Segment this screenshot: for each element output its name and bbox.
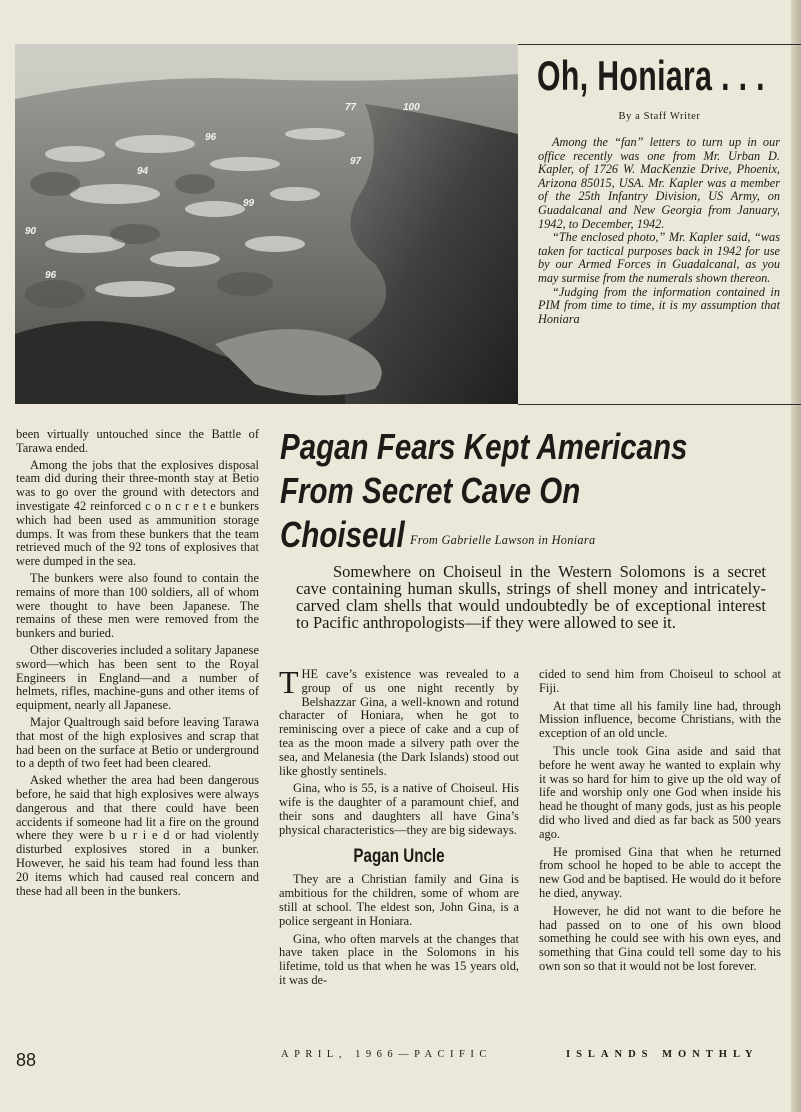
photo-label: 90 [25, 226, 37, 237]
left-column [16, 428, 259, 901]
byline: By a Staff Writer [618, 111, 701, 122]
paragraph: Gina, who often marvels at the changes that have taken place in the Solomons in his lifetime, told us that when he was 15 years old, it was de- [279, 931, 519, 987]
paragraph: The bunkers were also found to contain the remains of more than 100 soldiers, all of whom were thought to have been Japanese. The remains of these men were removed from the bunkers and buried. [16, 570, 259, 641]
paragraph: Major Qualtrough said before leaving Tarawa that most of the high explosives and scrap that had been on the surface at Betio or underground to a depth of two feet had been cleared. [16, 714, 259, 771]
headline-line: From Secret Cave On Choiseul [280, 470, 581, 555]
photo-label: 100 [403, 102, 420, 113]
paragraph: They are a Christian family and Gina is ambitious for the children, some of whom are still at school. The eldest son, John Gina, is a police sergeant in Honiara. [279, 872, 519, 928]
paragraph: He promised Gina that when he returned from school he hoped to be able to accept the new God and be baptised. He would do it before he died, anyway. [539, 844, 781, 900]
subheading: Pagan Uncle [353, 845, 445, 867]
paragraph: Among the jobs that the explosives disposal team did during their three-month stay at Betio was to go over the ground with detectors and investigate 42 reinforced c o n c r e t e bunkers which had been used as ammunition storage dumps. It was from these bunkers that the team retrieved much of the 92 tons of explosives that were dumped in the sea. [16, 457, 259, 569]
paragraph: Other discoveries included a solitary Japanese sword—which has been sent to the Royal Engineers in England—and a number of helmets, rifles, machine-guns and other items of equipment, nearly all Japanese. [16, 642, 259, 713]
headline-line: Pagan Fears Kept Americans [280, 426, 688, 467]
paragraph-text: HE cave’s existence was revealed to a group of us one night recently by Belshazzar Gina, a well-known and rotund character of Honiara, when he got to reminiscing over a piece of cake and a cup of tea as the moon made a silvery path over the sea, and Melanesia (the Dark Islands) stood out like ghostly sentinels. [279, 667, 519, 778]
body-column-2 [279, 664, 519, 992]
photo-label: 97 [350, 156, 362, 167]
photo-label: 96 [45, 270, 57, 281]
photo-label: 96 [205, 132, 217, 143]
paragraph: Among the “fan” letters to turn up in our office recently was one from Mr. Urban D. Kapler, of 1726 W. MacKenzie Drive, Phoenix, Arizona 85015, USA. Mr. Kapler was a member of the 25th Infantry Division, US Army, on Guadalcanal and New Georgia from January, 1942, to December, 1942. [538, 135, 780, 231]
paragraph: “Judging from the information contained in PIM from time to time, it is my assumption that Honiara [538, 284, 780, 326]
page-edge [791, 0, 801, 1112]
top-article-body [538, 136, 780, 326]
paragraph: However, he did not want to die before he had passed on to one of his own blood something he could see with his own eyes, and something that Gina could tell some day to his own son so that it would not be lost forever. [539, 903, 781, 973]
paragraph: Asked whether the area had been dangerous before, he said that high explosives were always dangerous and that there could have been accidents if someone had lit a fire on the ground where they were b u r i e d or had violently disturbed explosives stored in a bunker. However, he said his team had found less than 20 items which had caused real concern and these had all been in the bunkers. [16, 773, 259, 898]
photo-label: 77 [345, 102, 357, 113]
deck-paragraph: Somewhere on Choiseul in the Western Solomons is a secret cave containing human skulls, strings of shell money and intricately-carved clam shells that would undoubtedly be of exceptional interest to Pacific anthropologists—if they were allowed to see it. [296, 562, 766, 632]
bottom-rule [518, 404, 801, 405]
page-number: 88 [16, 1050, 37, 1070]
body-column-3 [539, 668, 781, 978]
aerial-photo [15, 44, 518, 404]
paragraph: This uncle took Gina aside and said that before he went away he wanted to explain why it was so hard for him to give up the old way of life and worship only one God when inside his head he thought of many gods, just as his people did who lived and died as far back as 500 years ago. [539, 743, 781, 841]
paragraph: “The enclosed photo,” Mr. Kapler said, “was taken for tactical purposes back in 1942 for use by our Armed Forces in Guadalcanal, as you may surmise from the numerals shown thereon. [538, 230, 780, 285]
paragraph: been virtually untouched since the Battle of Tarawa ended. [16, 427, 259, 455]
top-rule [518, 44, 801, 45]
footer-magazine: ISLANDS MONTHLY [566, 1049, 759, 1060]
paragraph: At that time all his family line had, through Mission influence, become Christians, with the exception of an old uncle. [539, 698, 781, 741]
footer-date: APRIL, 1966—PACIFIC [281, 1049, 492, 1060]
paragraph: Gina, who is 55, is a native of Choiseul. His wife is the daughter of a paramount chief, and their sons and daughters all have Gina’s physical characteristics—they are big sideways. [279, 781, 519, 837]
paragraph: cided to send him from Choiseul to school at Fiji. [539, 667, 781, 695]
drop-cap: T [279, 664, 299, 700]
paragraph [279, 664, 519, 778]
photo-label: 99 [243, 198, 255, 209]
aerial-photo-image [15, 44, 518, 404]
photo-label: 94 [137, 166, 149, 177]
source-line: From Gabrielle Lawson in Honiara [410, 533, 596, 547]
article-title: Oh, Honiara . . . [537, 52, 765, 99]
